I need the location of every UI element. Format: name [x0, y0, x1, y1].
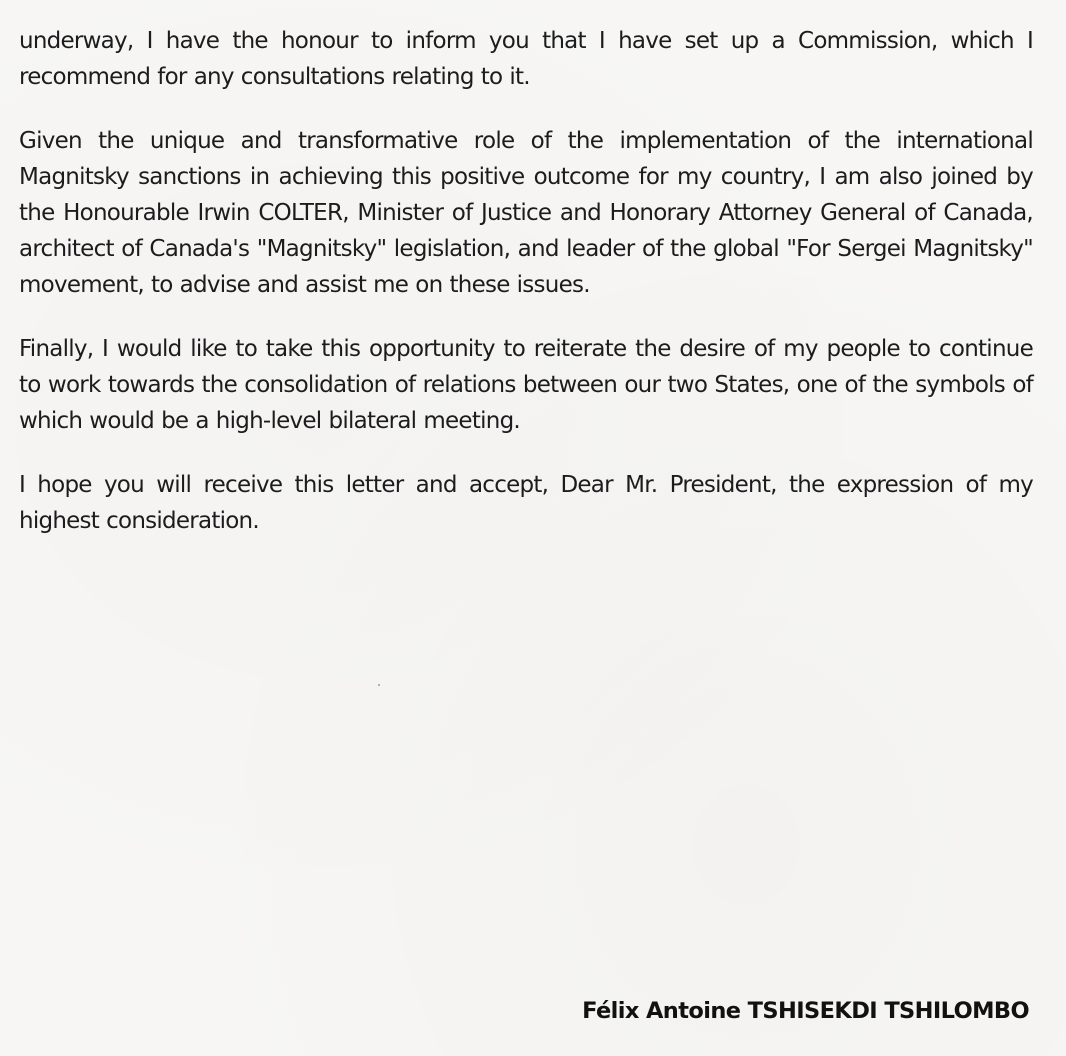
scan-speck [378, 684, 380, 686]
paragraph-bilateral-relations: Finally, I would like to take this opportunity to reiterate the desire of my people to continue to work towards the consolidation of relations between our two States, one of the symbols of which would be a high-level bilateral meeting. [19, 336, 1033, 434]
paragraph-commission: underway, I have the honour to inform you that I have set up a Commission, which I recommend for any consultations relating to it. [19, 28, 1033, 90]
paragraph-magnitsky-sanctions: Given the unique and transformative role of the implementation of the international Magnitsky sanctions in achieving this positive outcome for my country, I am also joined by the Honourable Irwin COLTER, Minister of Justice and Honorary Attorney General of Canada, architect of Canada's "Magnitsky" legislation, and leader of the global "For Sergei Magnitsky" movement, to advise and assist me on these issues. [19, 128, 1033, 298]
paragraph-closing: I hope you will receive this letter and accept, Dear Mr. President, the expression of my highest consideration. [19, 472, 1033, 534]
signature-name: Félix Antoine TSHISEKDI TSHILOMBO [582, 998, 1029, 1024]
letter-body [19, 23, 1033, 567]
